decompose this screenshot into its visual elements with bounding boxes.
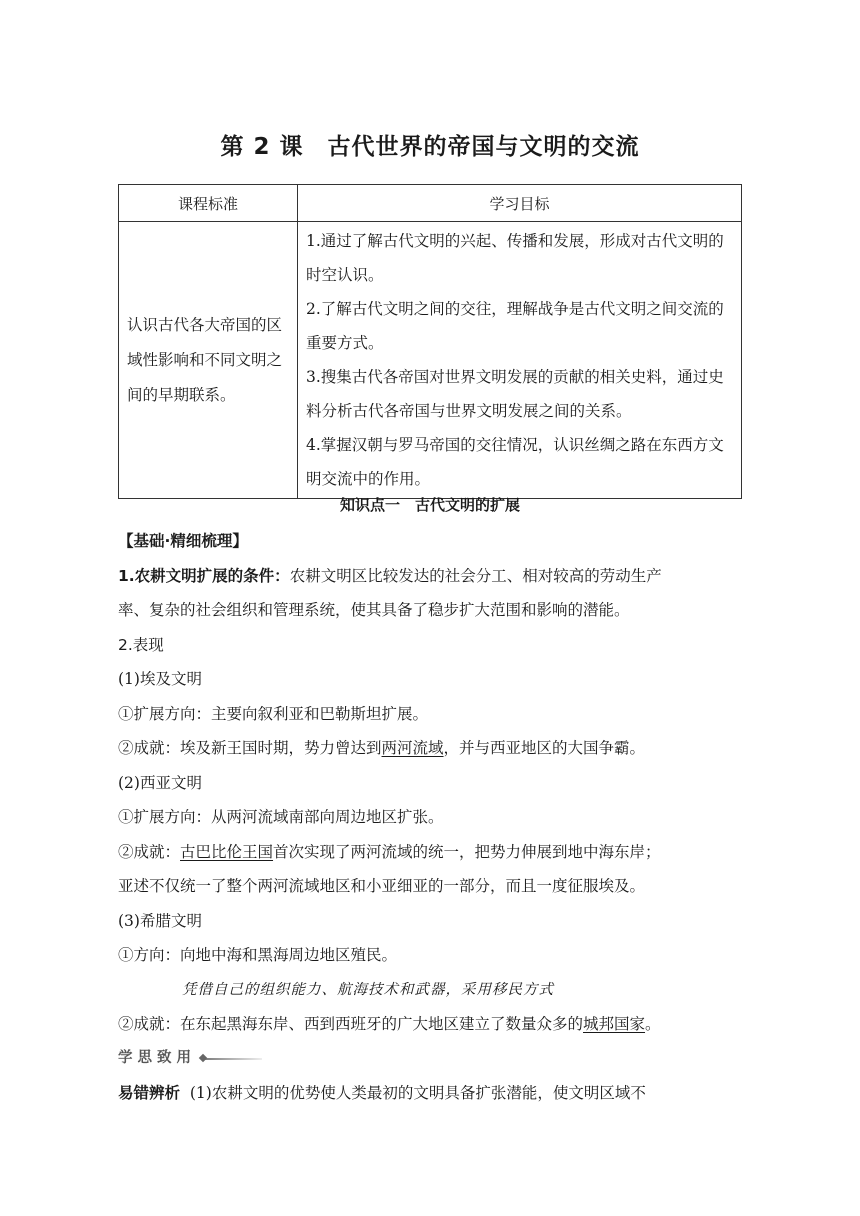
paragraph-text: 农耕文明区比较发达的社会分工、相对较高的劳动生产 xyxy=(289,566,662,585)
underlined-term: 古巴比伦王国 xyxy=(180,842,274,861)
underlined-term: 城邦国家 xyxy=(583,1015,646,1033)
subheading: (3)希腊文明 xyxy=(118,911,202,930)
list-item xyxy=(118,938,742,973)
text: ，并与西亚地区的大国争霸。 xyxy=(443,739,646,757)
annotation-note: 凭借自己的组织能力、航海技术和武器，采用移民方式 xyxy=(182,981,554,998)
error-analysis xyxy=(118,1076,742,1111)
section-label: 【基础·精细梳理】 xyxy=(118,532,248,550)
practice-section-header xyxy=(118,1042,742,1076)
list-item: ①扩展方向：从两河流域南部向周边地区扩张。 xyxy=(118,808,444,826)
goal-item: 2.了解古代文明之间的交往，理解战争是古代文明之间交流的重要方式。 xyxy=(306,300,724,352)
error-label: 易错辨析 xyxy=(118,1083,181,1102)
subheading: (1)埃及文明 xyxy=(118,670,202,688)
highlighted-text: 向地中海和黑海周边地区殖民。 xyxy=(180,946,398,964)
paragraph-lead: 1.农耕文明扩展的条件： xyxy=(118,566,290,585)
text: ①方向： xyxy=(118,946,181,964)
text: ②成就：埃及新王国时期，势力曾达到 xyxy=(118,739,382,757)
header-goals: 学习目标 xyxy=(298,185,742,222)
text: ②成就：在东起黑海东岸、西到西班牙的广大地区建立了数量众多的 xyxy=(118,1015,584,1033)
lesson-title: 第 2 课 古代世界的帝国与文明的交流 xyxy=(220,134,640,160)
practice-label: 学思致用 xyxy=(118,1050,196,1067)
goal-item: 3.搜集古代各帝国对世界文明发展的贡献的相关史料，通过史料分析古代各帝国与世界文明发展之间的关系。 xyxy=(306,368,724,420)
subheading: 2.表现 xyxy=(118,635,164,654)
paragraph xyxy=(118,559,742,594)
list-item: ①扩展方向：主要向叙利亚和巴勒斯坦扩展。 xyxy=(118,704,429,723)
text: 首次实现了两河流域的统一，把势力伸展到地中海东岸； xyxy=(273,842,661,861)
table-row xyxy=(119,222,742,499)
header-standard: 课程标准 xyxy=(119,185,298,222)
goal-item: 4.掌握汉朝与罗马帝国的交往情况，认识丝绸之路在东西方文明交流中的作用。 xyxy=(306,436,724,488)
underlined-term: 两河流域 xyxy=(381,739,444,757)
curriculum-table xyxy=(118,184,742,499)
knowledge-point-title: 知识点一 古代文明的扩展 xyxy=(339,496,520,514)
error-text: (1)农耕文明的优势使人类最初的文明具备扩张潜能，使文明区域不 xyxy=(189,1083,646,1102)
subheading: (2)西亚文明 xyxy=(118,773,202,792)
list-item xyxy=(118,731,742,766)
standard-cell: 认识古代各大帝国的区域性影响和不同文明之间的早期联系。 xyxy=(119,222,298,499)
list-item xyxy=(118,1007,742,1042)
content-body xyxy=(118,524,742,1110)
decorative-divider xyxy=(202,1058,262,1060)
table-header-row xyxy=(119,185,742,222)
goal-item: 1.通过了解古代文明的兴起、传播和发展，形成对古代文明的时空认识。 xyxy=(306,232,724,284)
text: 。 xyxy=(645,1015,661,1033)
list-item xyxy=(118,835,742,870)
text: ②成就： xyxy=(118,842,181,861)
goals-cell xyxy=(298,222,742,499)
list-item: 亚述不仅统一了整个两河流域地区和小亚细亚的一部分，而且一度征服埃及。 xyxy=(118,877,646,895)
paragraph: 率、复杂的社会组织和管理系统，使其具备了稳步扩大范围和影响的潜能。 xyxy=(118,601,630,619)
